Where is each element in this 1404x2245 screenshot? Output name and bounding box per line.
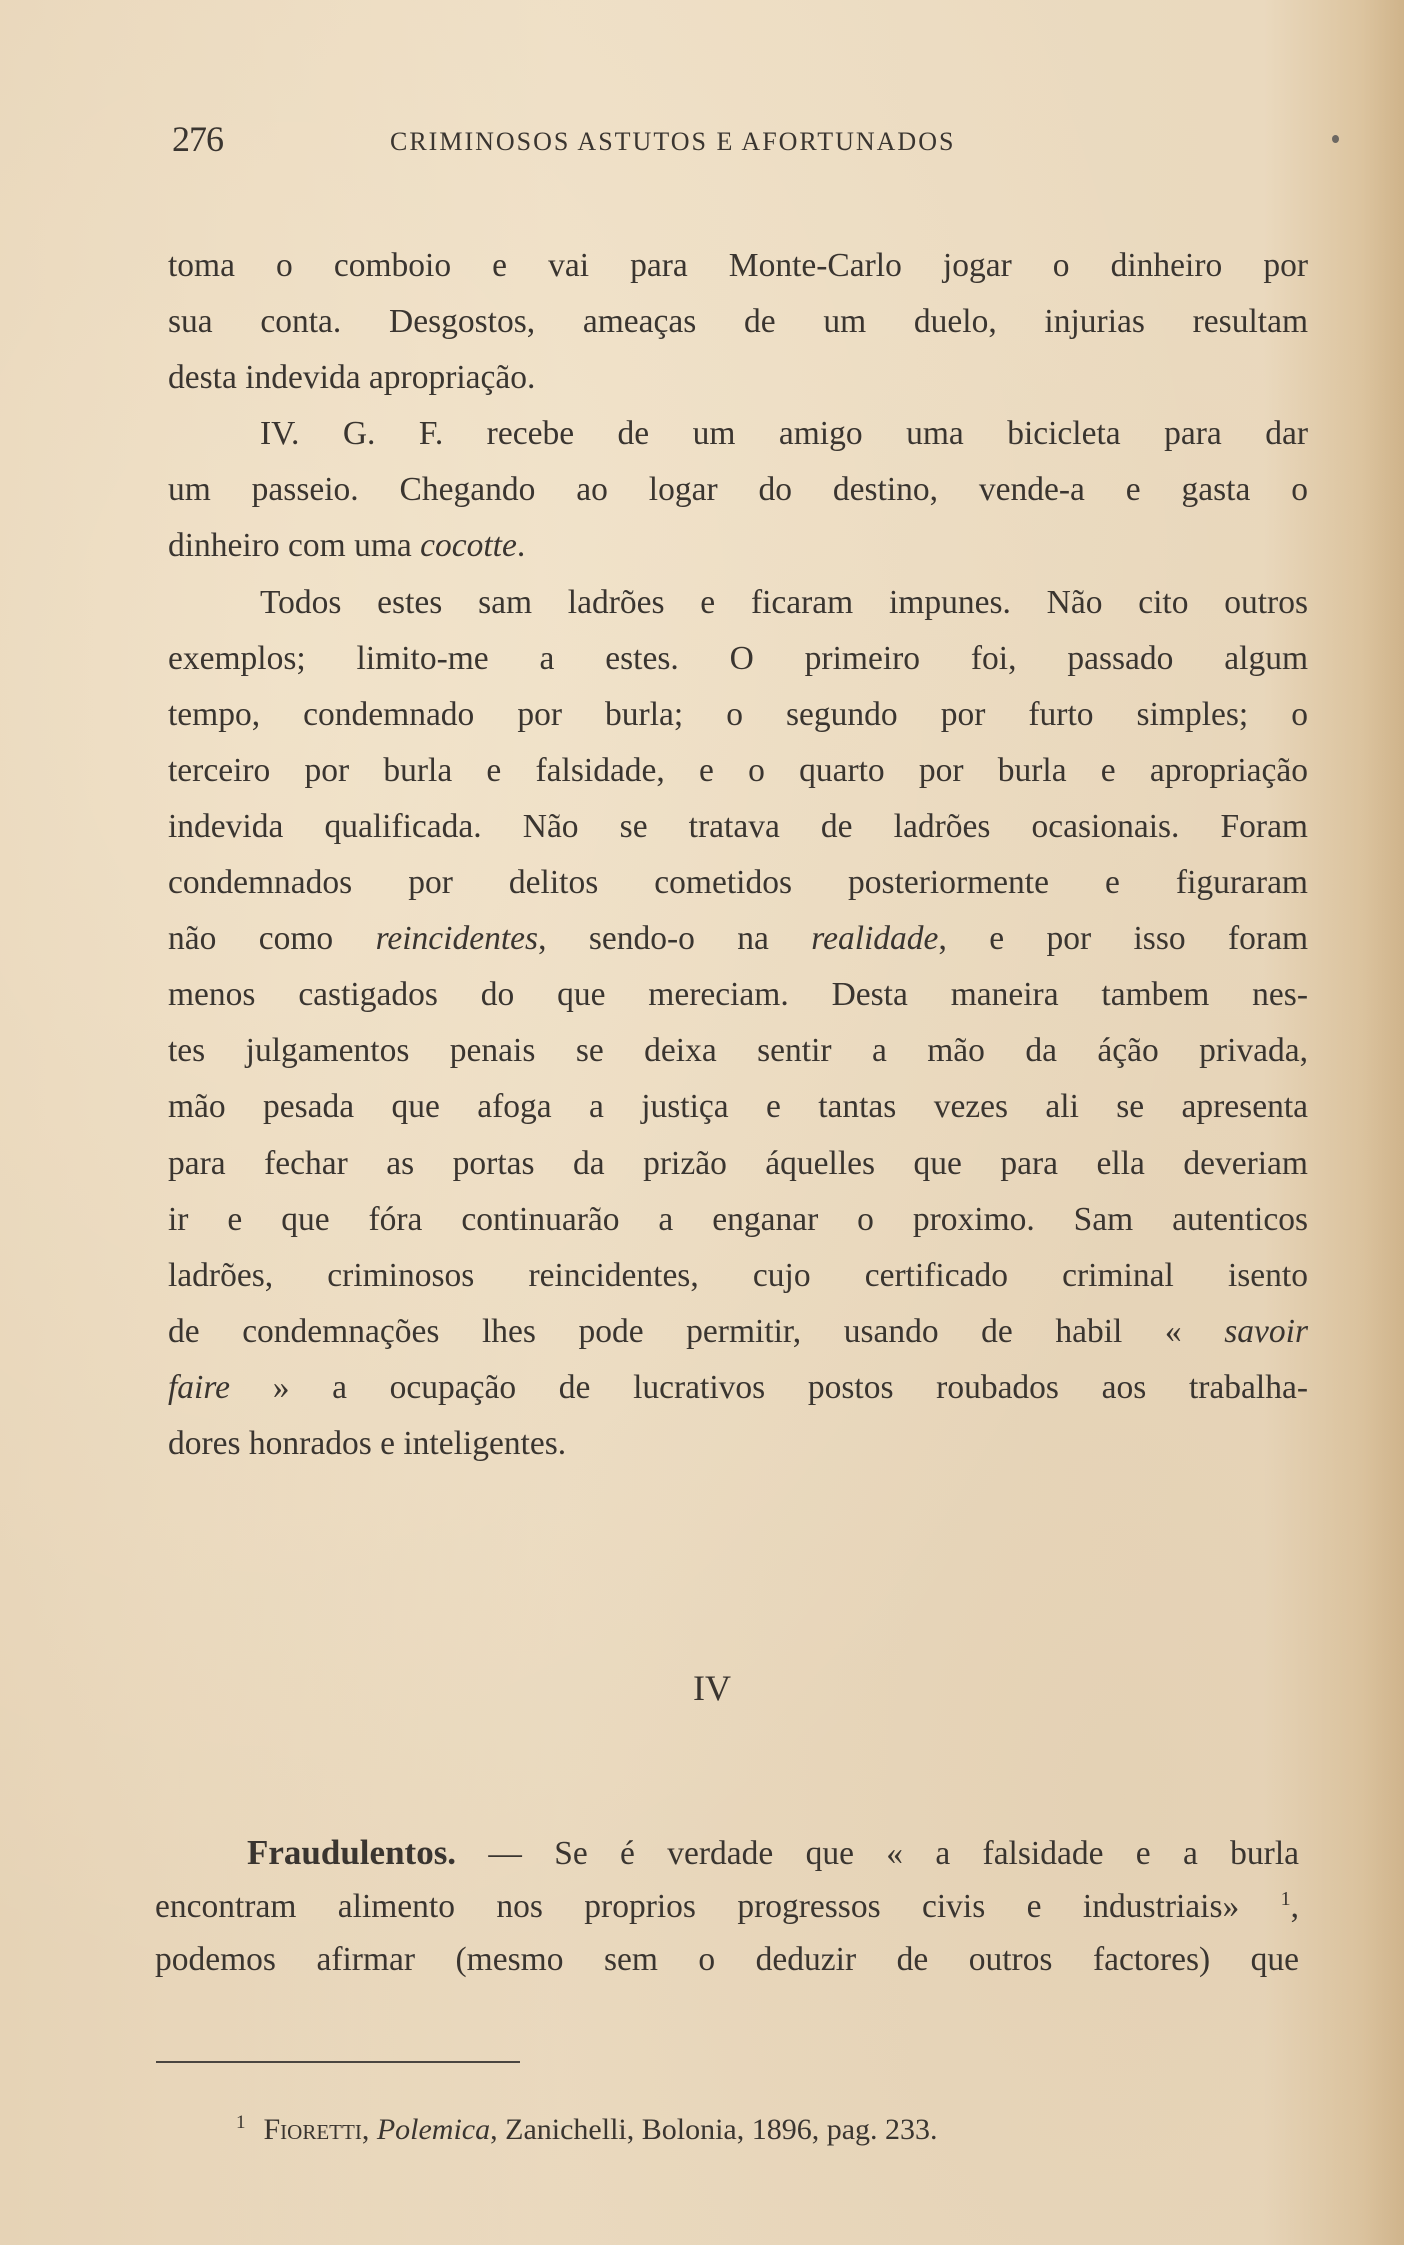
paragraph-3 <box>168 575 1308 1473</box>
running-title: CRIMINOSOS ASTUTOS E AFORTUNADOS <box>390 127 956 156</box>
text-line: sua conta. Desgostos, ameaças de um duelo, injurias resultam <box>168 303 1308 341</box>
text-span: . <box>516 527 526 565</box>
footnote-author: Fioretti <box>263 2113 362 2146</box>
text-line: dores honrados e inteligentes. <box>168 1424 567 1462</box>
text-line: mão pesada que afoga a justiça e tantas vezes ali se apresenta <box>168 1088 1308 1126</box>
text-span: , sendo-o na <box>538 920 812 958</box>
text-span: , <box>1290 1888 1300 1925</box>
text-span: — Se é verdade que « a falsidade e a burla <box>456 1835 1299 1872</box>
footnote-rule <box>156 2061 520 2063</box>
paragraph-1 <box>168 238 1308 406</box>
footnote-rest: , Zanichelli, Bolonia, 1896, pag. 233. <box>490 2113 938 2146</box>
text-line: menos castigados do que mereciam. Desta maneira tambem nes- <box>168 976 1308 1014</box>
text-line <box>155 1826 1299 1880</box>
text-line: tempo, condemnado por burla; o segundo por furto simples; o <box>168 695 1308 733</box>
text-span: dinheiro com uma <box>168 527 421 565</box>
text-span: de condemnações lhes pode permitir, usando de habil « <box>168 1312 1182 1350</box>
italic-term: reincidentes <box>375 920 539 958</box>
text-line: tes julgamentos penais se deixa sentir a mão da áção privada, <box>168 1032 1308 1070</box>
text-line: toma o comboio e vai para Monte-Carlo jogar o dinheiro por <box>168 247 1308 284</box>
text-span: encontram alimento nos proprios progressos civis e industriais» <box>155 1888 1240 1925</box>
italic-term: realidade <box>811 920 939 958</box>
text-line: ir e que fóra continuarão a enganar o proximo. Sam autenticos <box>168 1200 1308 1238</box>
text-line: Todos estes sam ladrões e ficaram impunes. Não cito outros <box>260 583 1308 621</box>
footnote-mark: 1 <box>236 2112 246 2133</box>
text-line: ladrões, criminosos reincidentes, cujo certificado criminal isento <box>168 1256 1308 1294</box>
text-line <box>168 518 1308 574</box>
text-line: um passeio. Chegando ao logar do destino, vende-a e gasta o <box>168 471 1308 509</box>
section-text <box>155 1826 1299 1986</box>
italic-term: savoir <box>1224 1312 1309 1350</box>
footnote <box>236 2112 938 2147</box>
text-line <box>168 1304 1308 1360</box>
text-line <box>168 911 1308 967</box>
text-line <box>168 1360 1308 1416</box>
footnote-ref[interactable]: 1 <box>1280 1887 1291 1910</box>
text-line: podemos afirmar (mesmo sem o deduzir de outros factores) que <box>155 1941 1299 1978</box>
text-line: para fechar as portas da prizão áquelles que para ella deveriam <box>168 1144 1308 1182</box>
section-lead-heading: Fraudulentos. <box>247 1833 457 1872</box>
text-line <box>155 1880 1299 1933</box>
text-line: desta indevida apropriação. <box>168 359 536 397</box>
ink-speck <box>1332 135 1339 143</box>
italic-term: faire <box>168 1368 231 1406</box>
text-line: exemplos; limito-me a estes. O primeiro foi, passado algum <box>168 639 1308 677</box>
page-number: 276 <box>172 119 223 159</box>
section-numeral: IV <box>693 1668 731 1708</box>
text-line: IV. G. F. recebe de um amigo uma bicicleta para dar <box>260 415 1308 453</box>
body-text <box>168 238 1308 1472</box>
text-line: indevida qualificada. Não se tratava de ladrões ocasionais. Foram <box>168 807 1308 845</box>
footnote-title: Polemica <box>376 2113 491 2146</box>
text-line: terceiro por burla e falsidade, e o quarto por burla e apropriação <box>168 751 1308 789</box>
text-line: condemnados por delitos cometidos posteriormente e figuraram <box>168 864 1308 902</box>
text-span: não como <box>168 920 376 958</box>
text-span: , e por isso foram <box>938 920 1308 958</box>
italic-term: cocotte <box>420 527 517 565</box>
text-span: , <box>361 2113 377 2146</box>
paragraph-2 <box>168 406 1308 574</box>
running-head <box>172 118 1372 158</box>
text-span: » a ocupação de lucrativos postos roubados aos trabalha- <box>272 1368 1308 1406</box>
